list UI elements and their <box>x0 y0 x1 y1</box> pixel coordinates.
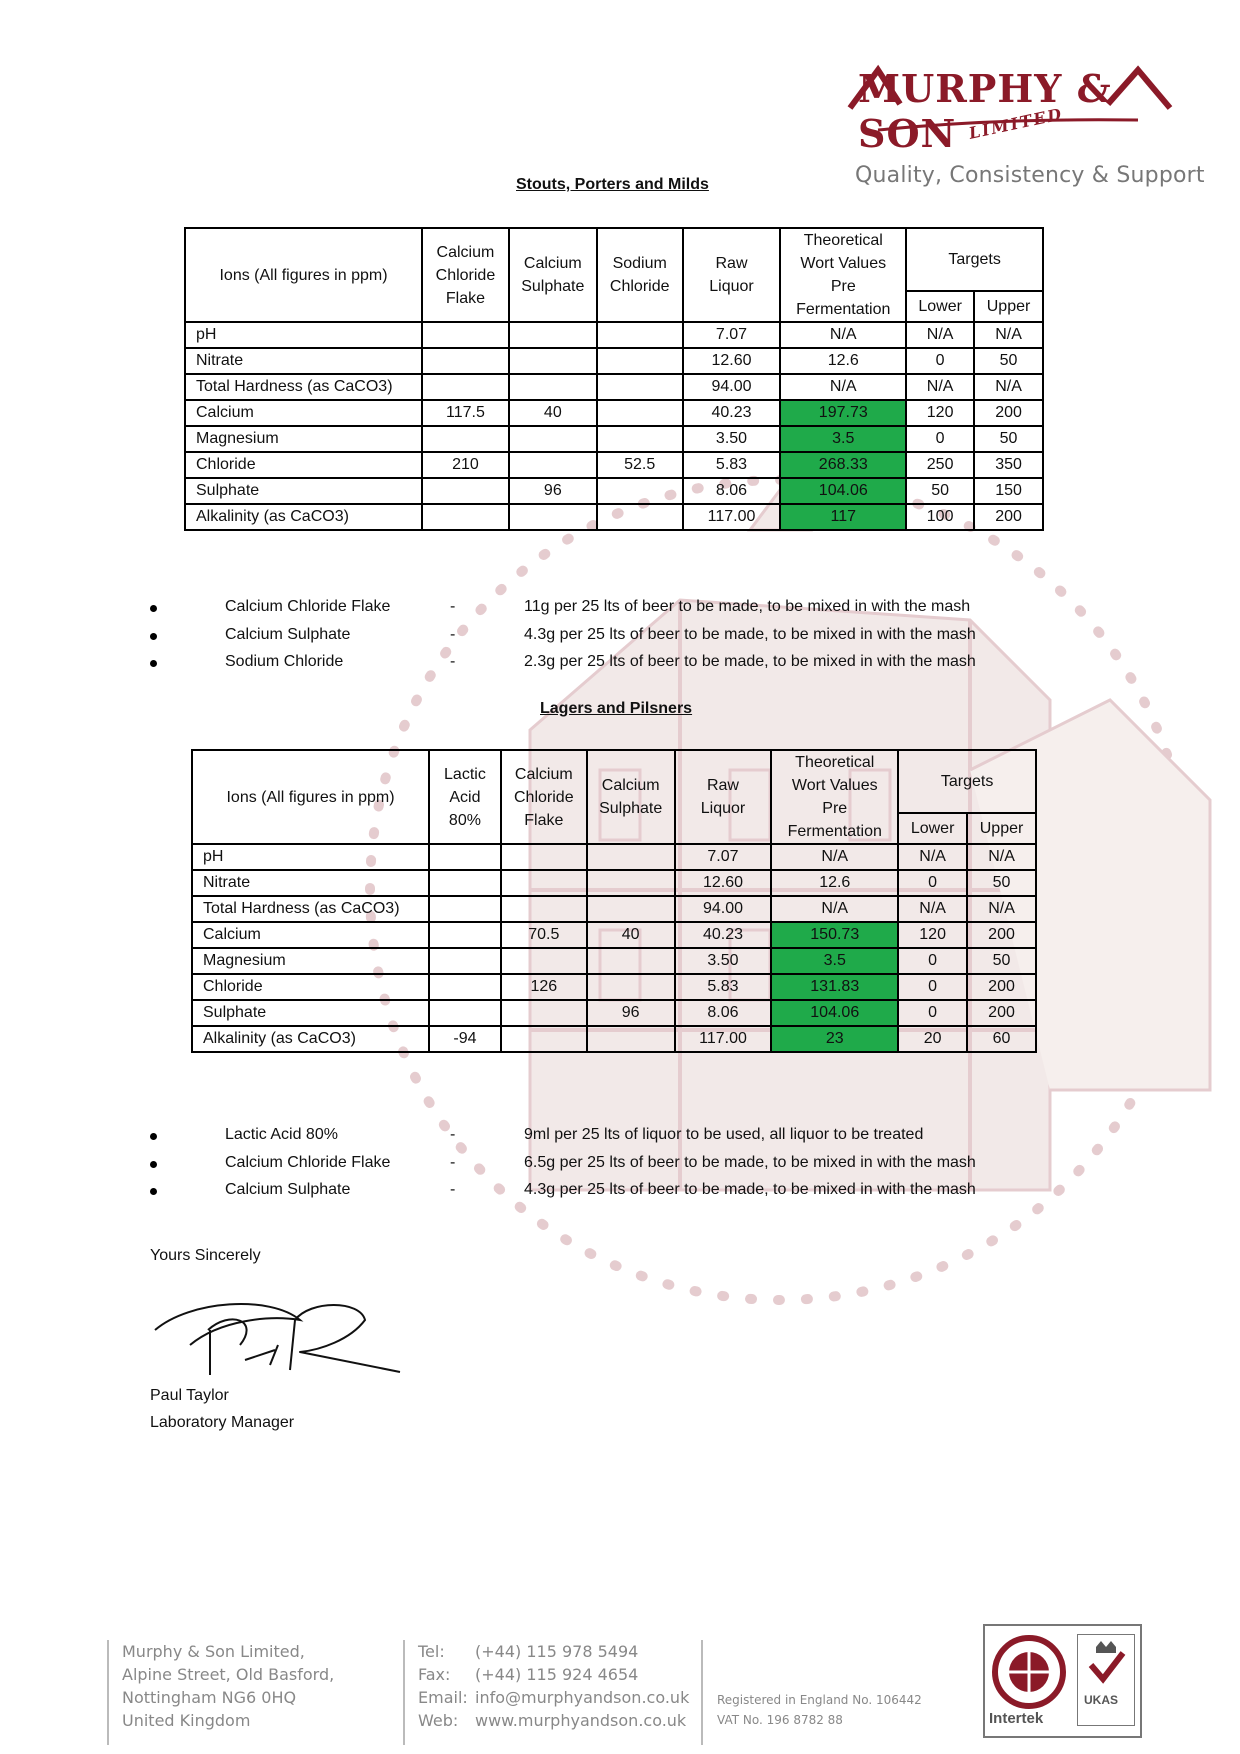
value-cell: N/A <box>967 844 1036 870</box>
value-cell <box>587 1026 675 1052</box>
table-row <box>192 1026 1036 1052</box>
value-cell: 7.07 <box>683 322 781 348</box>
tagline: Quality, Consistency & Support <box>855 163 1205 188</box>
value-cell: 12.6 <box>780 348 906 374</box>
value-cell <box>429 922 501 948</box>
footer-divider <box>403 1640 405 1745</box>
value-cell: 200 <box>967 974 1036 1000</box>
footer-contact-labels <box>418 1640 468 1732</box>
value-cell <box>509 504 597 530</box>
value-cell: 50 <box>974 348 1043 374</box>
contact-label: Email: <box>418 1688 468 1707</box>
value-cell <box>429 1000 501 1026</box>
value-cell: 52.5 <box>597 452 683 478</box>
value-cell: 131.83 <box>771 974 898 1000</box>
bullet-item-name: Calcium Chloride Flake <box>225 1153 391 1171</box>
value-cell <box>597 400 683 426</box>
column-header: Targets <box>898 750 1036 813</box>
value-cell: 96 <box>587 1000 675 1026</box>
bullet-dot-icon <box>150 605 157 612</box>
handwritten-signature <box>150 1290 410 1380</box>
value-cell: 0 <box>906 426 974 452</box>
value-cell: 7.07 <box>675 844 772 870</box>
value-cell: N/A <box>780 374 906 400</box>
value-cell: 126 <box>501 974 587 1000</box>
list-item <box>150 653 1050 675</box>
value-cell <box>429 974 501 1000</box>
value-cell <box>587 948 675 974</box>
value-cell: 70.5 <box>501 922 587 948</box>
target-subheader: Upper <box>974 291 1043 322</box>
ion-name-cell: Alkalinity (as CaCO3) <box>185 504 422 530</box>
ion-name-cell: Calcium <box>185 400 422 426</box>
value-cell: 5.83 <box>683 452 781 478</box>
list-item <box>150 1181 1050 1203</box>
value-cell: 104.06 <box>771 1000 898 1026</box>
value-cell <box>422 426 509 452</box>
value-cell: 3.50 <box>675 948 772 974</box>
ion-name-cell: Chloride <box>192 974 429 1000</box>
company-logo <box>838 62 1178 156</box>
address-line: Nottingham NG6 0HQ <box>122 1688 297 1707</box>
value-cell <box>429 870 501 896</box>
value-cell: 3.5 <box>771 948 898 974</box>
value-cell: 8.06 <box>683 478 781 504</box>
bullet-dot-icon <box>150 1133 157 1140</box>
table-row <box>185 426 1043 452</box>
value-cell: 3.50 <box>683 426 781 452</box>
table-row <box>192 844 1036 870</box>
value-cell: 200 <box>967 1000 1036 1026</box>
bullet-item-name: Calcium Sulphate <box>225 625 351 643</box>
value-cell: 120 <box>898 922 967 948</box>
value-cell: 117 <box>780 504 906 530</box>
value-cell: N/A <box>771 896 898 922</box>
ion-name-cell: Chloride <box>185 452 422 478</box>
bullet-description: 9ml per 25 lts of liquor to be used, all liquor to be treated <box>524 1126 924 1143</box>
target-subheader: Lower <box>906 291 974 322</box>
column-header: Theoretical Wort Values Pre Fermentation <box>780 228 906 322</box>
target-subheader: Lower <box>898 813 967 844</box>
value-cell: 104.06 <box>780 478 906 504</box>
value-cell: 23 <box>771 1026 898 1052</box>
bullet-dot-icon <box>150 660 157 667</box>
column-header: Targets <box>906 228 1043 291</box>
table-row <box>192 870 1036 896</box>
globe-icon <box>989 1632 1069 1712</box>
ion-name-cell: Sulphate <box>185 478 422 504</box>
bullet-description: 6.5g per 25 lts of beer to be made, to be mixed in with the mash <box>524 1153 976 1171</box>
ukas-badge <box>1077 1634 1135 1726</box>
target-subheader: Upper <box>967 813 1036 844</box>
bullet-item-name: Sodium Chloride <box>225 653 344 670</box>
ion-name-cell: Sulphate <box>192 1000 429 1026</box>
bullet-item-name: Calcium Chloride Flake <box>225 598 391 615</box>
value-cell: 60 <box>967 1026 1036 1052</box>
value-cell: 268.33 <box>780 452 906 478</box>
ukas-label: UKAS <box>1084 1693 1119 1707</box>
value-cell <box>587 896 675 922</box>
ion-name-cell: pH <box>185 322 422 348</box>
footer-divider <box>107 1640 109 1745</box>
value-cell <box>597 426 683 452</box>
vat-number: VAT No. 196 8782 88 <box>717 1713 843 1727</box>
value-cell: 94.00 <box>683 374 781 400</box>
signatory-role: Laboratory Manager <box>150 1414 295 1431</box>
header-row <box>192 750 1036 813</box>
value-cell <box>597 504 683 530</box>
company-registration: Registered in England No. 106442 <box>717 1693 922 1707</box>
value-cell: 12.60 <box>683 348 781 374</box>
value-cell <box>501 1026 587 1052</box>
value-cell <box>509 452 597 478</box>
ion-name-cell: pH <box>192 844 429 870</box>
lagers-ion-table <box>191 749 1037 1053</box>
value-cell <box>501 1000 587 1026</box>
value-cell <box>587 974 675 1000</box>
column-header: Theoretical Wort Values Pre Fermentation <box>771 750 898 844</box>
value-cell: 5.83 <box>675 974 772 1000</box>
value-cell: 120 <box>906 400 974 426</box>
column-header: Lactic Acid 80% <box>429 750 501 844</box>
column-header: Calcium Sulphate <box>587 750 675 844</box>
value-cell <box>422 348 509 374</box>
value-cell: 150.73 <box>771 922 898 948</box>
value-cell: N/A <box>974 374 1043 400</box>
value-cell <box>587 844 675 870</box>
header-row <box>185 228 1043 291</box>
value-cell: N/A <box>898 896 967 922</box>
bullet-description: 2.3g per 25 lts of beer to be made, to be mixed in with the mash <box>524 653 976 670</box>
logo-limited: LIMITED <box>967 104 1065 143</box>
value-cell: 40.23 <box>675 922 772 948</box>
value-cell: 12.60 <box>675 870 772 896</box>
table-row <box>185 400 1043 426</box>
value-cell: 3.5 <box>780 426 906 452</box>
value-cell <box>422 374 509 400</box>
bullet-dash: - <box>450 1181 456 1198</box>
phone-number[interactable]: (+44) 115 978 5494 <box>475 1642 639 1661</box>
column-header: Raw Liquor <box>675 750 772 844</box>
table-row <box>192 896 1036 922</box>
value-cell: 40 <box>509 400 597 426</box>
value-cell <box>509 322 597 348</box>
list-item <box>150 1154 1050 1176</box>
ion-name-cell: Nitrate <box>185 348 422 374</box>
stouts-ion-table <box>184 227 1044 531</box>
section-title-lagers: Lagers and Pilsners <box>540 700 693 717</box>
value-cell: 117.5 <box>422 400 509 426</box>
value-cell <box>597 322 683 348</box>
contact-label: Fax: <box>418 1665 451 1684</box>
address-line: Murphy & Son Limited, <box>122 1642 305 1661</box>
column-header: Calcium Chloride Flake <box>501 750 587 844</box>
section-title-stouts: Stouts, Porters and Milds <box>516 176 709 193</box>
contact-label: Tel: <box>418 1642 445 1661</box>
value-cell <box>501 948 587 974</box>
table-row <box>185 452 1043 478</box>
value-cell: 350 <box>974 452 1043 478</box>
value-cell: 12.6 <box>771 870 898 896</box>
website-link[interactable]: www.murphyandson.co.uk <box>475 1711 687 1730</box>
table-row <box>185 322 1043 348</box>
value-cell: 197.73 <box>780 400 906 426</box>
value-cell <box>509 374 597 400</box>
value-cell: 250 <box>906 452 974 478</box>
value-cell: 0 <box>898 974 967 1000</box>
bullet-dot-icon <box>150 1188 157 1195</box>
value-cell: 50 <box>906 478 974 504</box>
ion-name-cell: Alkalinity (as CaCO3) <box>192 1026 429 1052</box>
table-row <box>185 478 1043 504</box>
bullet-dash: - <box>450 625 456 643</box>
bullet-item-name: Lactic Acid 80% <box>225 1126 338 1143</box>
signatory-name: Paul Taylor <box>150 1387 229 1404</box>
value-cell: 200 <box>967 922 1036 948</box>
value-cell: N/A <box>906 374 974 400</box>
bullet-dash: - <box>450 653 456 670</box>
value-cell: 8.06 <box>675 1000 772 1026</box>
column-header: Calcium Sulphate <box>509 228 597 322</box>
value-cell <box>597 374 683 400</box>
table-row <box>185 348 1043 374</box>
column-header: Raw Liquor <box>683 228 781 322</box>
value-cell: 0 <box>898 1000 967 1026</box>
column-header: Ions (All figures in ppm) <box>185 228 422 322</box>
ion-name-cell: Magnesium <box>192 948 429 974</box>
fax-number: (+44) 115 924 4654 <box>475 1665 639 1684</box>
value-cell: 200 <box>974 504 1043 530</box>
value-cell: 96 <box>509 478 597 504</box>
contact-label: Web: <box>418 1711 459 1730</box>
column-header: Sodium Chloride <box>597 228 683 322</box>
value-cell <box>509 426 597 452</box>
bullet-description: 4.3g per 25 lts of beer to be made, to be mixed in with the mash <box>524 1181 976 1198</box>
value-cell: N/A <box>974 322 1043 348</box>
table-row <box>192 922 1036 948</box>
value-cell: 210 <box>422 452 509 478</box>
value-cell <box>422 322 509 348</box>
value-cell <box>422 504 509 530</box>
value-cell: 94.00 <box>675 896 772 922</box>
list-item <box>150 1126 1050 1148</box>
value-cell: N/A <box>898 844 967 870</box>
table-row <box>192 1000 1036 1026</box>
logo-name: MURPHY & SON <box>858 66 1112 156</box>
crown-check-icon <box>1081 1639 1131 1689</box>
value-cell: 0 <box>906 348 974 374</box>
list-item <box>150 626 1050 648</box>
value-cell <box>501 844 587 870</box>
bullet-dash: - <box>450 1153 456 1171</box>
value-cell: N/A <box>906 322 974 348</box>
salutation: Yours Sincerely <box>150 1247 261 1264</box>
address-line: United Kingdom <box>122 1711 251 1730</box>
footer-divider <box>701 1640 703 1745</box>
value-cell <box>501 870 587 896</box>
value-cell: N/A <box>771 844 898 870</box>
column-header: Calcium Chloride Flake <box>422 228 509 322</box>
table-row <box>192 948 1036 974</box>
value-cell: N/A <box>780 322 906 348</box>
certification-badges <box>983 1624 1142 1738</box>
value-cell: 0 <box>898 870 967 896</box>
value-cell: 50 <box>967 948 1036 974</box>
footer-address <box>122 1640 334 1732</box>
bullet-dash: - <box>450 1126 456 1143</box>
value-cell: 40.23 <box>683 400 781 426</box>
value-cell <box>422 478 509 504</box>
bullet-dot-icon <box>150 633 157 640</box>
bullet-description: 4.3g per 25 lts of beer to be made, to be mixed in with the mash <box>524 625 976 643</box>
value-cell: -94 <box>429 1026 501 1052</box>
value-cell: 200 <box>974 400 1043 426</box>
table-row <box>192 974 1036 1000</box>
ion-name-cell: Calcium <box>192 922 429 948</box>
value-cell: 20 <box>898 1026 967 1052</box>
value-cell: 117.00 <box>675 1026 772 1052</box>
email-link[interactable]: info@murphyandson.co.uk <box>475 1688 690 1707</box>
value-cell: 150 <box>974 478 1043 504</box>
value-cell <box>429 844 501 870</box>
value-cell <box>501 896 587 922</box>
ion-name-cell: Nitrate <box>192 870 429 896</box>
bullet-dot-icon <box>150 1161 157 1168</box>
value-cell <box>509 348 597 374</box>
bullet-dash: - <box>450 598 456 615</box>
ion-name-cell: Total Hardness (as CaCO3) <box>185 374 422 400</box>
value-cell <box>587 870 675 896</box>
value-cell: 0 <box>898 948 967 974</box>
value-cell <box>429 948 501 974</box>
value-cell: 100 <box>906 504 974 530</box>
address-line: Alpine Street, Old Basford, <box>122 1665 335 1684</box>
footer-contact-values <box>475 1640 689 1732</box>
ion-name-cell: Total Hardness (as CaCO3) <box>192 896 429 922</box>
intertek-label: Intertek <box>989 1710 1044 1727</box>
table-row <box>185 504 1043 530</box>
value-cell: 117.00 <box>683 504 781 530</box>
column-header: Ions (All figures in ppm) <box>192 750 429 844</box>
value-cell <box>429 896 501 922</box>
ion-name-cell: Magnesium <box>185 426 422 452</box>
table-row <box>185 374 1043 400</box>
value-cell <box>597 478 683 504</box>
value-cell: N/A <box>967 896 1036 922</box>
value-cell: 50 <box>967 870 1036 896</box>
value-cell: 50 <box>974 426 1043 452</box>
list-item <box>150 598 1050 620</box>
footer-registration <box>717 1690 922 1730</box>
value-cell <box>597 348 683 374</box>
bullet-description: 11g per 25 lts of beer to be made, to be mixed in with the mash <box>524 598 971 615</box>
bullet-item-name: Calcium Sulphate <box>225 1181 351 1198</box>
value-cell: 40 <box>587 922 675 948</box>
